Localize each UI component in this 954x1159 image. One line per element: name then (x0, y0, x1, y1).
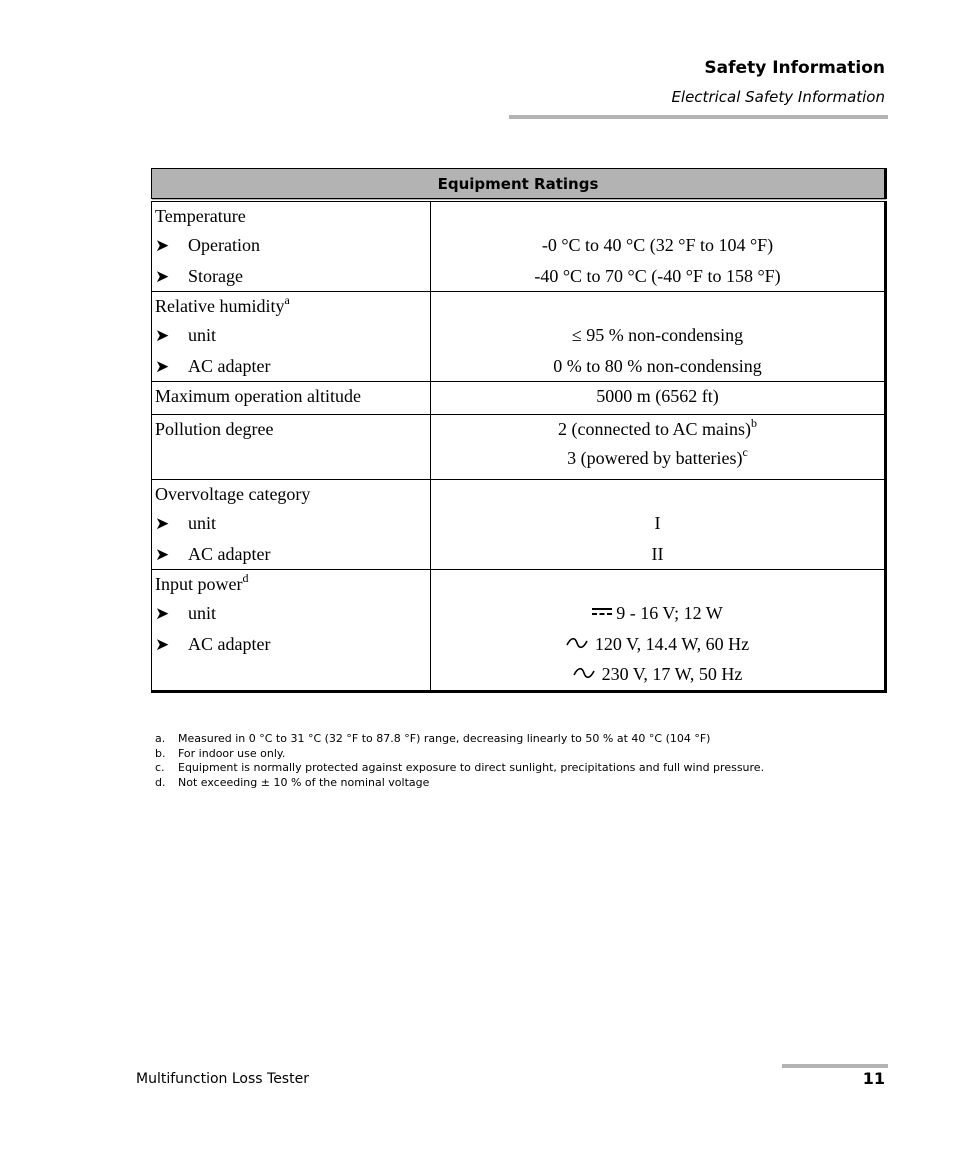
footnote (155, 761, 764, 776)
sub-label: AC adapter (188, 633, 271, 654)
footnote-mark: c. (155, 761, 165, 775)
bullet-arrow-icon: ➤ (155, 604, 170, 623)
bullet-arrow-icon: ➤ (155, 544, 170, 564)
table-row-altitude (152, 382, 886, 415)
footnote-text: For indoor use only. (178, 746, 286, 760)
bullet-arrow-icon: ➤ (155, 326, 170, 345)
footnote-mark: d. (155, 775, 166, 789)
sub-label: unit (188, 325, 217, 345)
table-row-overvoltage (152, 480, 886, 570)
table-row-input-power (152, 570, 886, 692)
footnote-ref: b (750, 416, 757, 430)
footnote-ref: a (284, 293, 290, 307)
row-label: Maximum operation altitude (155, 386, 361, 406)
page-header-title: Safety Information (704, 58, 885, 78)
sub-label: unit (188, 513, 217, 533)
footnote-text: Not exceeding ± 10 % of the nominal voltage (178, 775, 430, 789)
footnote (155, 747, 764, 762)
footnote-mark: b. (155, 746, 166, 760)
row-value: 9 - 16 V; 12 W (616, 603, 723, 623)
ac-current-icon (573, 667, 595, 679)
page-header-subtitle: Electrical Safety Information (671, 88, 885, 106)
row-value: 3 (powered by batteries) (567, 448, 743, 468)
ac-current-icon (566, 637, 588, 649)
footnote-text: Measured in 0 °C to 31 °C (32 °F to 87.8 °F) range, decreasing linearly to 50 % at 40 °C (104 °F) (178, 732, 711, 745)
page-number: 11 (862, 1069, 885, 1088)
table-row-temperature (152, 200, 886, 292)
sub-label: Storage (188, 265, 243, 286)
table-row-pollution (152, 415, 886, 480)
bullet-arrow-icon: ➤ (155, 514, 170, 533)
sub-label: unit (188, 603, 217, 623)
row-value: 230 V, 17 W, 50 Hz (601, 664, 743, 684)
row-label: Input power (155, 574, 243, 594)
row-label: Temperature (155, 206, 246, 226)
row-value: -40 °C to 70 °C (-40 °F to 158 °F) (534, 265, 781, 286)
footnote-ref: d (242, 571, 249, 585)
row-value: ≤ 95 % non-condensing (571, 325, 744, 345)
bullet-arrow-icon: ➤ (155, 266, 170, 286)
footnote-text: Equipment is normally protected against exposure to direct sunlight, precipitations and full wind pressure. (178, 761, 765, 775)
row-value: 0 % to 80 % non-condensing (553, 355, 762, 376)
bullet-arrow-icon: ➤ (155, 236, 170, 255)
row-label: Pollution degree (155, 419, 274, 439)
footnote (155, 732, 764, 747)
row-value: -0 °C to 40 °C (32 °F to 104 °F) (541, 235, 774, 255)
table-heading: Equipment Ratings (152, 169, 886, 201)
sub-label: AC adapter (188, 355, 271, 376)
row-value: 5000 m (6562 ft) (596, 386, 719, 406)
row-label: Relative humidity (155, 296, 285, 316)
dc-current-icon (592, 608, 612, 616)
row-value: I (654, 513, 661, 533)
bullet-arrow-icon: ➤ (155, 356, 170, 376)
footnote-mark: a. (155, 732, 166, 745)
table-row-humidity (152, 292, 886, 382)
footer-product-name: Multifunction Loss Tester (136, 1071, 309, 1087)
sub-label: Operation (188, 235, 260, 255)
footnote-ref: c (742, 445, 748, 459)
row-value: 120 V, 14.4 W, 60 Hz (594, 633, 750, 654)
header-divider (509, 115, 888, 119)
row-label: Overvoltage category (155, 484, 311, 504)
equipment-ratings-table (151, 168, 887, 693)
sub-label: AC adapter (188, 543, 271, 564)
footer-divider (782, 1064, 888, 1068)
row-value: 2 (connected to AC mains) (558, 419, 751, 439)
bullet-arrow-icon: ➤ (155, 634, 170, 654)
row-value: II (651, 543, 664, 564)
footnote (155, 776, 764, 791)
footnotes (155, 732, 764, 790)
